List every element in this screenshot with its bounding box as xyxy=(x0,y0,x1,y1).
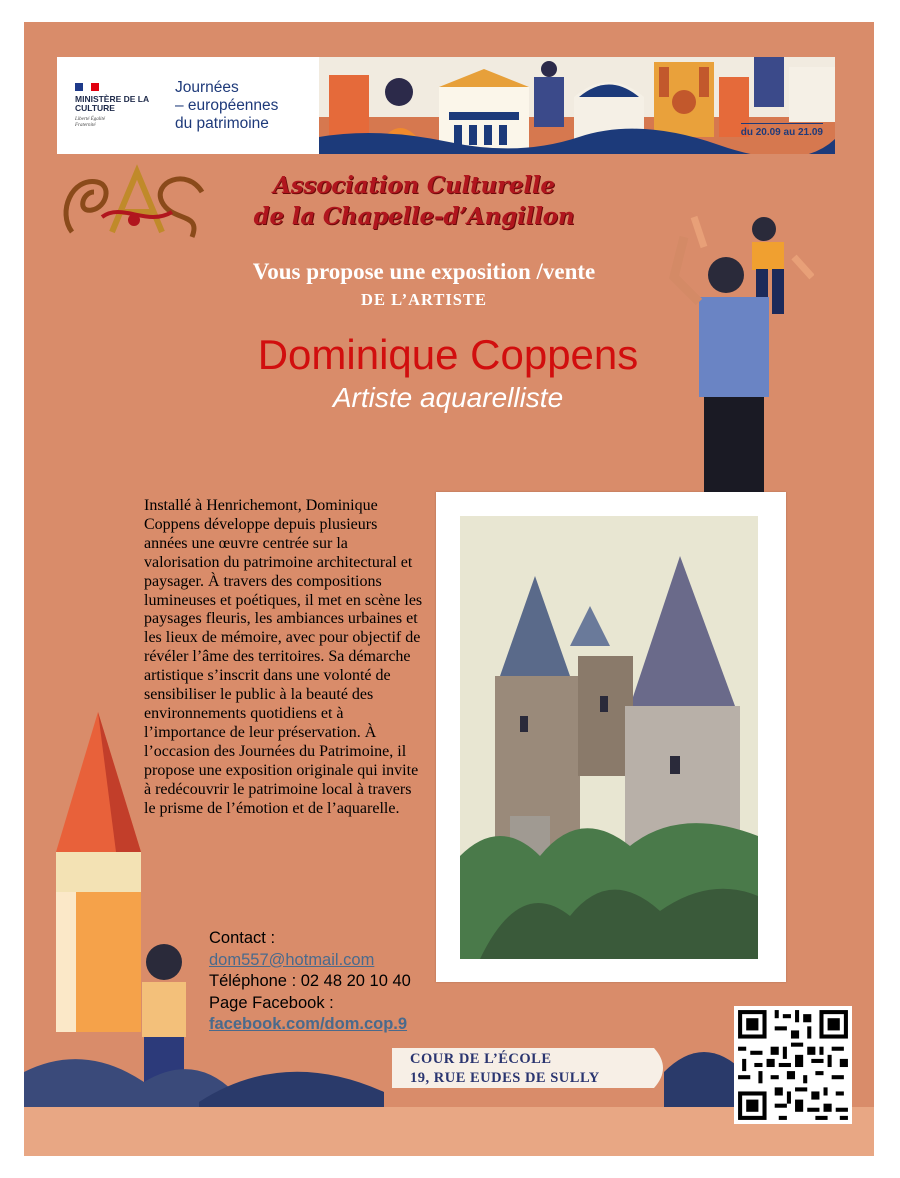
address-line-1: COUR DE L’ÉCOLE xyxy=(410,1051,552,1067)
qr-code[interactable] xyxy=(734,1006,852,1124)
ministry-name: MINISTÈRE DE LA CULTURE xyxy=(75,94,149,113)
event-name-line-3: du patrimoine xyxy=(175,115,269,132)
contact-block xyxy=(209,928,449,1036)
banner-illustration xyxy=(319,57,835,154)
address-line-2: 19, RUE EUDES DE SULLY xyxy=(410,1070,600,1086)
contact-phone: Téléphone : 02 48 20 10 40 xyxy=(209,972,411,990)
artist-biography: Installé à Henrichemont, Dominique Coppens développe depuis plusieurs années une œuvre centrée sur la valorisation du patrimoine architectural et paysager. À travers des compositions lumineuses et poétiques, il met en scène les paysages fleuris, les ambiances urbaines et les lieux de mémoire, avec pour objectif de révéler l’âme des territoires. Sa démarche artistique s’inscrit dans une volonté de sensibiliser le public à la beauté des environnements quotidiens et à l’importance de leur préservation. À l’occasion des Journées du Patrimoine, il propose une exposition originale qui invite à redécouvrir le patrimoine local à travers le prisme de l’émotion et de l’aquarelle. xyxy=(144,497,423,817)
event-name-line-1: Journées xyxy=(175,79,239,96)
painting-frame xyxy=(436,492,786,982)
announcement-line-1: Vous propose une exposition /vente xyxy=(252,259,596,284)
french-flag-icon xyxy=(75,83,101,91)
contact-email-link[interactable]: dom557@hotmail.com xyxy=(209,950,375,969)
banner-brand-block xyxy=(57,57,319,154)
contact-heading: Contact : xyxy=(209,929,276,947)
republic-motto: Liberté Égalité Fraternité xyxy=(75,117,106,128)
event-name xyxy=(175,79,320,133)
event-name-line-2: – européennes xyxy=(175,97,279,114)
castle-watercolor-image xyxy=(460,516,758,959)
association-logo xyxy=(52,162,207,244)
announcement xyxy=(174,258,674,314)
venue-address xyxy=(392,1046,672,1090)
event-banner xyxy=(57,57,835,154)
poster xyxy=(24,22,874,1156)
association-title xyxy=(214,170,614,232)
qr-code-icon xyxy=(734,1006,852,1124)
association-title-line-2: de la Chapelle-d’Angillon xyxy=(253,203,575,230)
association-title-line-1: Association Culturelle xyxy=(273,172,555,199)
announcement-line-2: DE L’ARTISTE xyxy=(361,290,487,309)
address-text xyxy=(410,1050,600,1088)
artist-name: Dominique Coppens xyxy=(257,331,639,378)
event-dates: du 20.09 au 21.09 xyxy=(741,123,823,138)
artist-role: Artiste aquarelliste xyxy=(332,382,564,413)
facebook-link[interactable]: facebook.com/dom.cop.9 xyxy=(209,1015,408,1033)
facebook-label: Page Facebook : xyxy=(209,993,334,1012)
